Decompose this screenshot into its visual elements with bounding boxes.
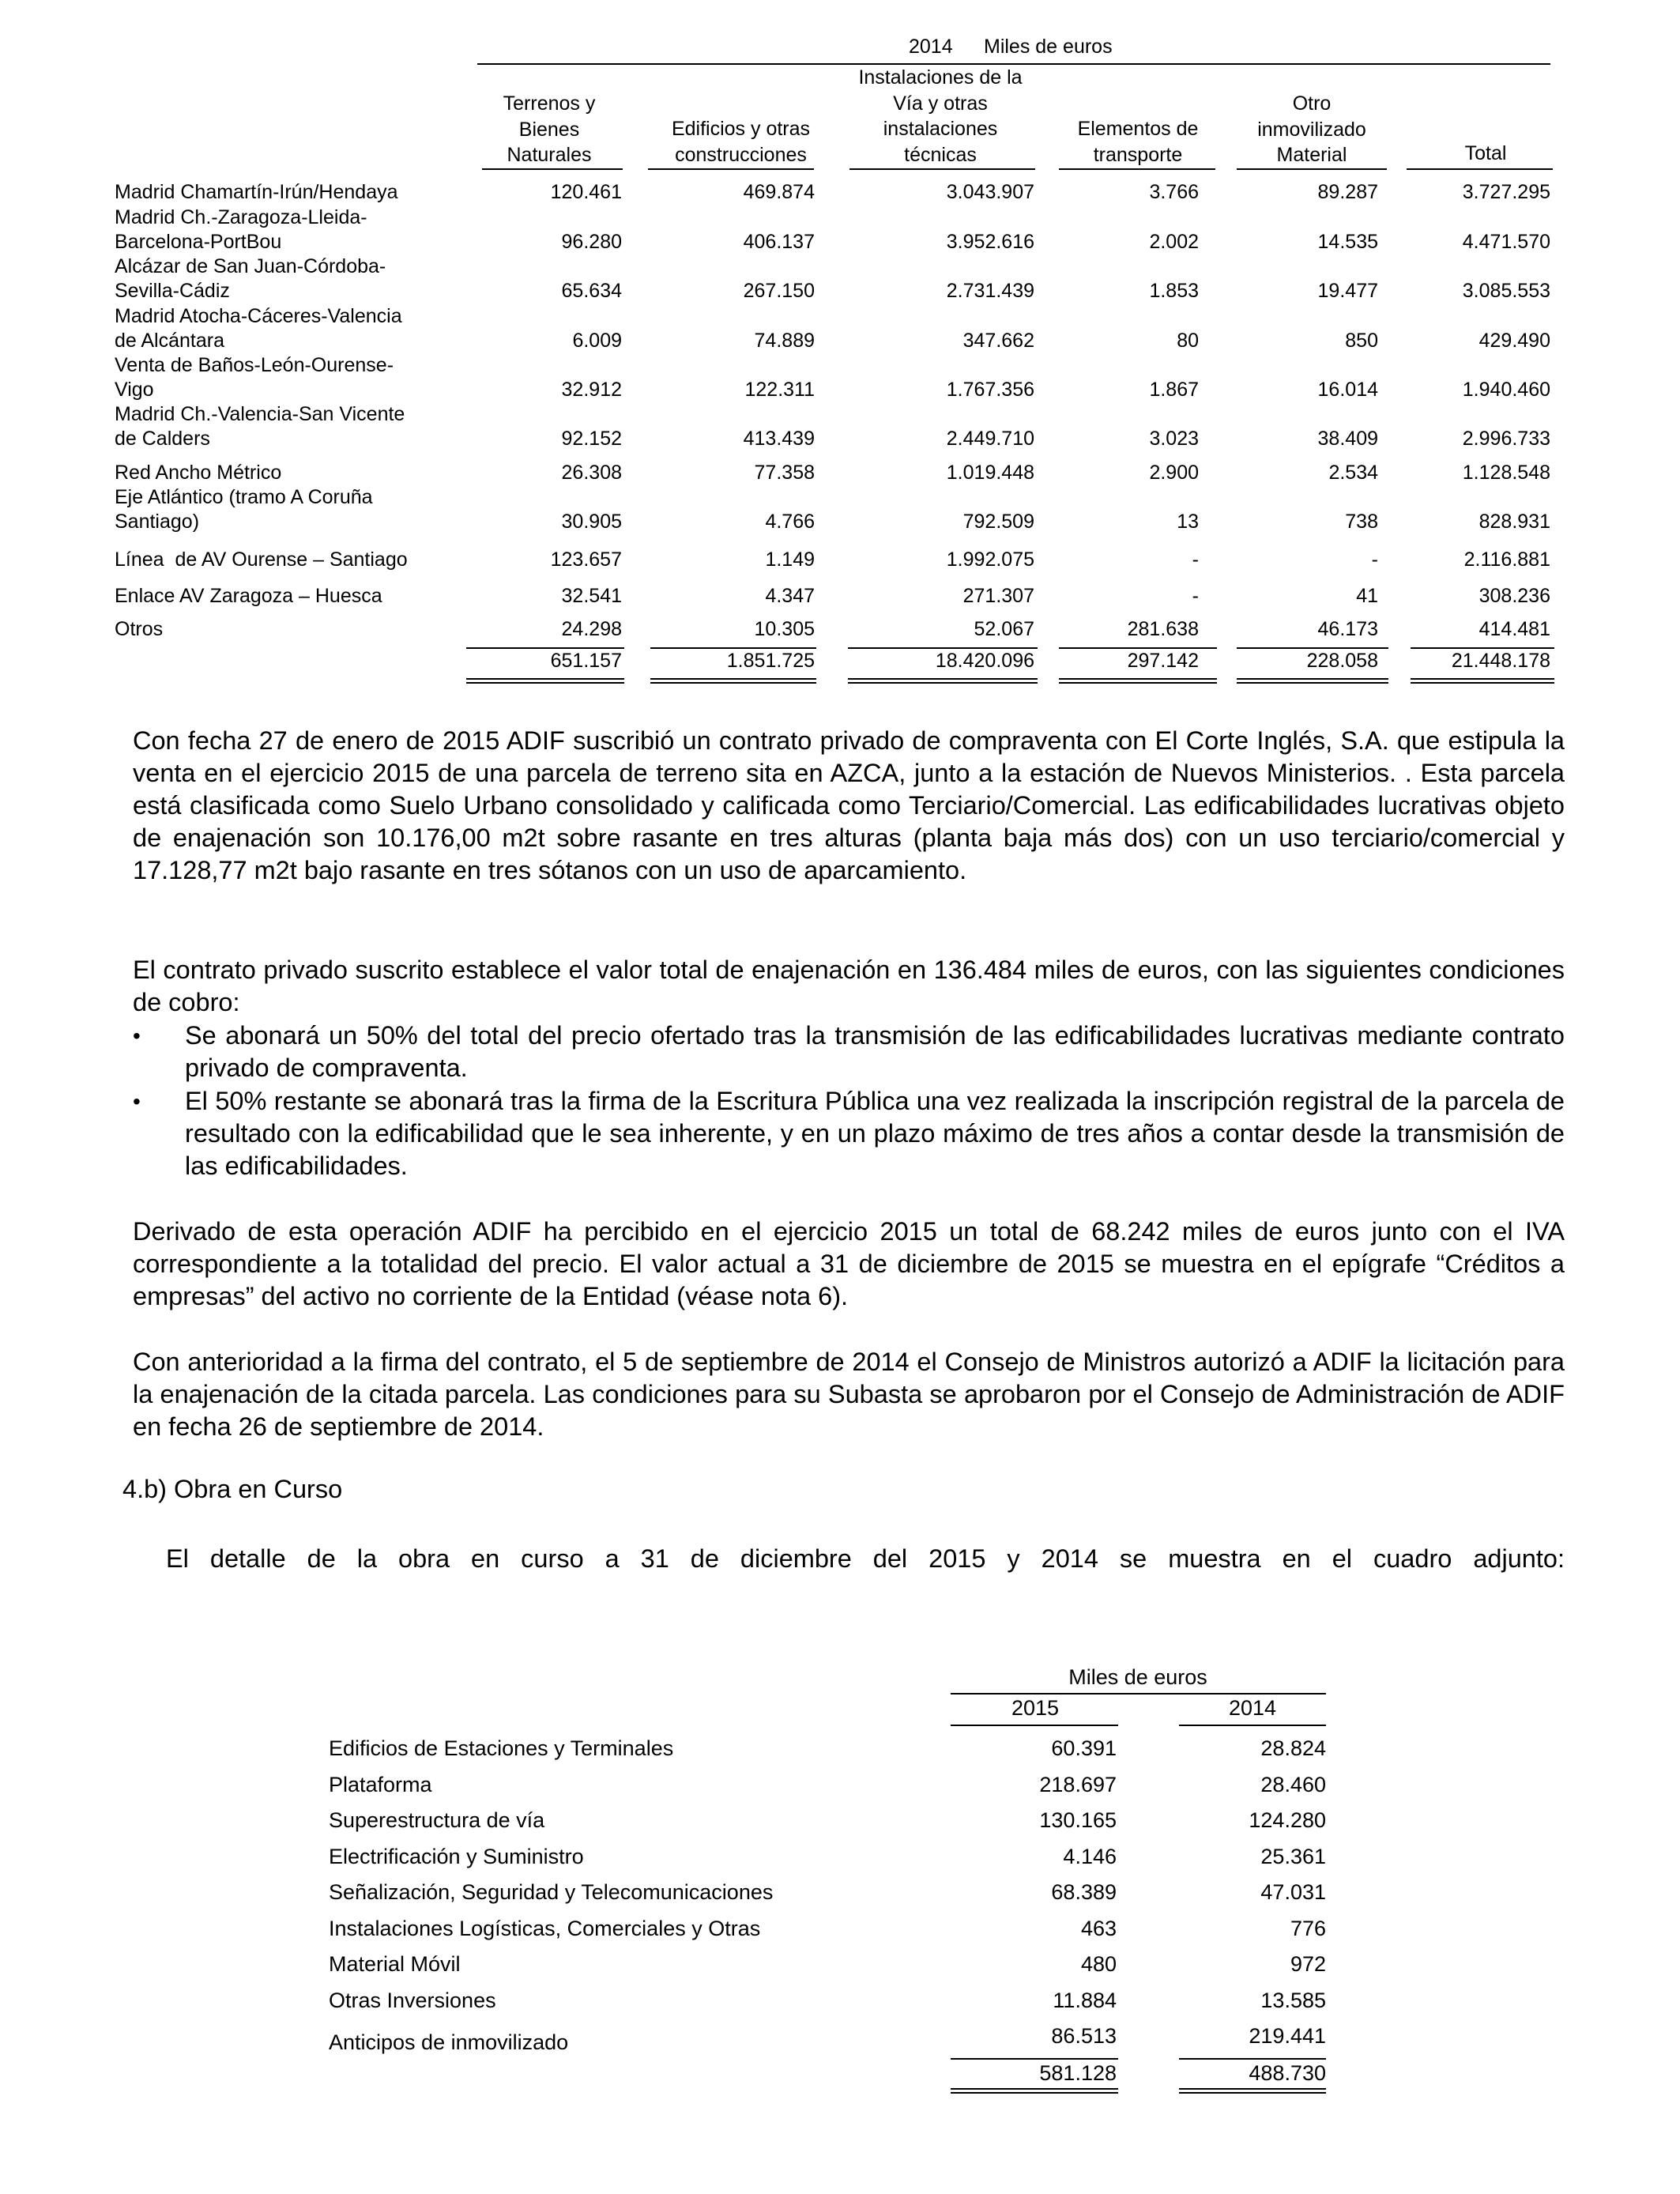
table1-cell-transporte: 1.867 [1149, 379, 1199, 401]
col-header-terrenos: Terrenos y Bienes Naturales [503, 92, 596, 166]
table1-cell-transporte: - [1192, 548, 1199, 571]
table1-units-header: Miles de euros [984, 36, 1113, 58]
table1-cell-total: 3.727.295 [1462, 181, 1550, 203]
table1-cell-instalaciones: 3.043.907 [946, 181, 1034, 203]
table1-row-label: Enlace AV Zaragoza – Huesca [115, 585, 382, 607]
table1-cell-otro: 89.287 [1317, 181, 1378, 203]
table2-cell-2015: 480 [1080, 1952, 1117, 1976]
col-header-otro-inmovilizado: Otro inmovilizado Material [1257, 92, 1366, 166]
table1-row-label: Otros [115, 618, 164, 640]
table1-cell-terrenos: 65.634 [561, 280, 622, 302]
table1-cell-edificios: 413.439 [743, 428, 815, 450]
table1-total-total: 21.448.178 [1451, 650, 1550, 672]
table1-cell-otro: 14.535 [1317, 231, 1378, 253]
table1-cell-otro: 38.409 [1317, 428, 1378, 450]
table1-row-label: Madrid Ch.-Valencia-San Vicente de Calders [115, 403, 405, 450]
table1-total-terrenos: 651.157 [550, 650, 622, 672]
table1-cell-transporte: 3.766 [1149, 181, 1199, 203]
table1-cell-terrenos: 123.657 [550, 548, 622, 571]
table1-cell-instalaciones: 792.509 [962, 511, 1034, 533]
table2-double-rule [951, 2088, 1118, 2094]
table1-cell-total: 429.490 [1478, 330, 1550, 352]
table1-cell-terrenos: 32.912 [561, 379, 622, 401]
col-underline [849, 168, 1035, 170]
table1-cell-edificios: 406.137 [743, 231, 815, 253]
table2-row-label: Anticipos de inmovilizado [329, 2030, 569, 2054]
table1-row-label: Red Ancho Métrico [115, 462, 282, 484]
table1-cell-instalaciones: 1.992.075 [946, 548, 1034, 571]
table2-row-label: Edificios de Estaciones y Terminales [329, 1736, 674, 1760]
table1-cell-total: 2.996.733 [1462, 428, 1550, 450]
table2-cell-2014: 776 [1290, 1917, 1326, 1940]
table2-cell-2014: 47.031 [1260, 1880, 1326, 1904]
double-rule [848, 678, 1038, 684]
col-underline [482, 168, 623, 170]
bullet-text-2: El 50% restante se abonará tras la firma de la Escritura Pública una vez realizada la inscripción registral de la parcela de resultado con la edificabilidad que le sea inherente, y en un plazo máximo de tres años a contar desde la transmisión de las edificabilidades. [185, 1087, 1565, 1180]
col-header-instalaciones: Instalaciones de la Vía y otras instalaciones técnicas [858, 66, 1023, 166]
table2-cell-2014: 124.280 [1249, 1808, 1326, 1832]
table1-cell-transporte: 3.023 [1149, 428, 1199, 450]
table1-cell-otro: - [1371, 548, 1378, 571]
table1-cell-instalaciones: 271.307 [962, 585, 1034, 607]
table1-cell-instalaciones: 52.067 [974, 618, 1034, 640]
col-header-total: Total [1464, 142, 1507, 164]
table1-cell-otro: 19.477 [1317, 280, 1378, 302]
table1-cell-instalaciones: 2.449.710 [946, 428, 1034, 450]
table1-cell-otro: 2.534 [1328, 462, 1378, 484]
table1-cell-edificios: 469.874 [743, 181, 815, 203]
table1-cell-transporte: 281.638 [1127, 618, 1199, 640]
table1-row-label: Eje Atlántico (tramo A Coruña Santiago) [115, 486, 373, 533]
table1-cell-edificios: 77.358 [754, 462, 815, 484]
table1-cell-terrenos: 26.308 [561, 462, 622, 484]
table2-row-label: Superestructura de vía [329, 1808, 545, 1832]
table1-cell-transporte: 13 [1177, 511, 1199, 533]
table2-row-label: Señalización, Seguridad y Telecomunicaciones [329, 1880, 774, 1904]
table1-cell-edificios: 1.149 [765, 548, 815, 571]
table2-cell-2015: 68.389 [1051, 1880, 1117, 1904]
paragraph-payment-received: Derivado de esta operación ADIF ha percibido en el ejercicio 2015 un total de 68.242 miles de euros junto con el IVA correspondiente a la totalidad del precio. El valor actual a 31 de diciembre de 2015 se muestra en el epígrafe “Créditos a empresas” del activo no corriente de la Entidad (véase nota 6). [133, 1217, 1565, 1310]
table1-cell-total: 308.236 [1478, 585, 1550, 607]
double-rule [466, 678, 624, 684]
table2-year-rule [1179, 1725, 1326, 1726]
double-rule [1059, 678, 1217, 684]
table1-year-header: 2014 [909, 36, 953, 58]
table2-row-label: Instalaciones Logísticas, Comerciales y Otras [329, 1917, 761, 1940]
table1-row-label: Venta de Baños-León-Ourense- Vigo [115, 354, 394, 401]
table1-cell-terrenos: 92.152 [561, 428, 622, 450]
table1-cell-otro: 16.014 [1317, 379, 1378, 401]
section-heading-obra-en-curso: 4.b) Obra en Curso [122, 1475, 343, 1503]
table1-cell-otro: 41 [1356, 585, 1378, 607]
table1-cell-otro: 46.173 [1317, 618, 1378, 640]
table2-cell-2015: 130.165 [1039, 1808, 1117, 1832]
table1-cell-terrenos: 96.280 [561, 231, 622, 253]
table1-cell-instalaciones: 347.662 [962, 330, 1034, 352]
table2-year-2014: 2014 [1228, 1696, 1277, 1720]
table1-cell-edificios: 122.311 [744, 379, 815, 401]
col-underline [1237, 168, 1387, 170]
table1-cell-otro: 738 [1345, 511, 1378, 533]
table1-row-label: Madrid Chamartín-Irún/Hendaya [115, 181, 398, 203]
table2-double-rule [1179, 2088, 1326, 2094]
double-rule [1411, 678, 1554, 684]
table1-row-label: Madrid Atocha-Cáceres-Valencia de Alcántara [115, 305, 402, 352]
table2-units-header: Miles de euros [1068, 1665, 1207, 1689]
double-rule [1237, 678, 1388, 684]
table1-cell-transporte: - [1192, 585, 1199, 607]
table2-cell-2015: 218.697 [1039, 1773, 1117, 1796]
table1-cell-terrenos: 6.009 [572, 330, 622, 352]
paragraph-obra-en-curso-intro: El detalle de la obra en curso a 31 de diciembre del 2015 y 2014 se muestra en el cuadro adjunto: [166, 1544, 1565, 1573]
table1-cell-terrenos: 120.461 [550, 181, 622, 203]
table1-cell-transporte: 2.900 [1149, 462, 1199, 484]
table2-cell-2015: 11.884 [1053, 1989, 1117, 2012]
table1-total-otro: 228.058 [1306, 650, 1378, 672]
col-header-transporte: Elementos de transporte [1077, 118, 1199, 166]
table1-cell-edificios: 74.889 [754, 330, 815, 352]
table1-cell-edificios: 4.347 [765, 585, 815, 607]
table1-cell-instalaciones: 1.019.448 [946, 462, 1034, 484]
table1-cell-transporte: 80 [1177, 330, 1199, 352]
table2-year-2015: 2015 [1011, 1696, 1060, 1720]
table1-row-label: Alcázar de San Juan-Córdoba- Sevilla-Cádiz [115, 255, 386, 302]
table2-row-label: Material Móvil [329, 1952, 461, 1976]
obra-en-curso-table [0, 1660, 1680, 2134]
table1-cell-total: 414.481 [1478, 618, 1550, 640]
table2-year-rule [951, 1725, 1118, 1726]
table1-cell-total: 2.116.881 [1463, 548, 1550, 571]
table1-cell-edificios: 4.766 [765, 511, 815, 533]
col-underline [1407, 168, 1553, 170]
table1-cell-edificios: 10.305 [754, 618, 815, 640]
table2-cell-2014: 25.361 [1260, 1845, 1326, 1868]
table2-cell-2014: 28.460 [1260, 1773, 1326, 1796]
table1-cell-total: 828.931 [1478, 511, 1550, 533]
col-header-edificios: Edificios y otras construcciones [671, 118, 811, 166]
double-rule [650, 678, 816, 684]
table2-total-2014: 488.730 [1249, 2061, 1326, 2085]
table2-row-label: Otras Inversiones [329, 1989, 496, 2012]
table2-cell-2014: 972 [1290, 1952, 1326, 1976]
table1-cell-total: 4.471.570 [1462, 231, 1550, 253]
table1-total-transporte: 297.142 [1127, 650, 1199, 672]
table1-cell-edificios: 267.150 [743, 280, 815, 302]
table1-row-label: Línea de AV Ourense – Santiago [115, 548, 408, 571]
table2-cell-2014: 219.441 [1249, 2024, 1326, 2048]
bullet-symbol: • [133, 1089, 141, 1114]
table1-cell-terrenos: 24.298 [561, 618, 622, 640]
table1-cell-instalaciones: 3.952.616 [946, 231, 1034, 253]
table1-cell-transporte: 1.853 [1149, 280, 1199, 302]
paragraph-sale-contract: Con fecha 27 de enero de 2015 ADIF suscribió un contrato privado de compraventa con El Corte Inglés, S.A. que estipula la venta en el ejercicio 2015 de una parcela de terreno sita en AZCA, junto a la estación de Nuevos Ministerios. . Esta parcela está clasificada como Suelo Urbano consolidado y calificada como Terciario/Comercial. Las edificabilidades lucrativas objeto de enajenación son 10.176,00 m2t sobre rasante en tres alturas (planta baja más dos) con un uso terciario/comercial y 17.128,77 m2t bajo rasante en tres sótanos con un uso de aparcamiento. [133, 726, 1565, 884]
bullet-symbol: • [133, 1023, 141, 1048]
table2-cell-2014: 28.824 [1260, 1736, 1326, 1760]
table2-cell-2015: 86.513 [1051, 2024, 1117, 2048]
fixed-assets-table-2014 [0, 0, 1680, 696]
table2-cell-2015: 4.146 [1063, 1845, 1117, 1868]
table1-cell-terrenos: 30.905 [561, 511, 622, 533]
table2-row-label: Plataforma [329, 1773, 432, 1796]
table2-total-2015: 581.128 [1039, 2061, 1117, 2085]
table1-cell-total: 1.128.548 [1462, 462, 1550, 484]
table1-cell-total: 1.940.460 [1462, 379, 1550, 401]
paragraph-sale-value: El contrato privado suscrito establece el valor total de enajenación en 136.484 miles de euros, con las siguientes condiciones de cobro: [133, 956, 1565, 1016]
table1-cell-transporte: 2.002 [1149, 231, 1199, 253]
table2-cell-2014: 13.585 [1260, 1989, 1326, 2012]
bullet-text-1: Se abonará un 50% del total del precio ofertado tras la transmisión de las edificabilidades lucrativas mediante contrato privado de compraventa. [185, 1021, 1565, 1082]
table1-cell-otro: 850 [1345, 330, 1378, 352]
table1-cell-total: 3.085.553 [1462, 280, 1550, 302]
table2-cell-2015: 60.391 [1051, 1736, 1117, 1760]
col-underline [648, 168, 814, 170]
table1-cell-instalaciones: 2.731.439 [946, 280, 1034, 302]
table1-row-label: Madrid Ch.-Zaragoza-Lleida- Barcelona-PortBou [115, 206, 367, 253]
table1-total-instalaciones: 18.420.096 [935, 650, 1034, 672]
paragraph-prior-authorization: Con anterioridad a la firma del contrato, el 5 de septiembre de 2014 el Consejo de Ministros autorizó a ADIF la licitación para la enajenación de la citada parcela. Las condiciones para su Subasta se aprobaron por el Consejo de Administración de ADIF en fecha 26 de septiembre de 2014. [133, 1348, 1565, 1441]
table2-row-label: Electrificación y Suministro [329, 1845, 584, 1868]
table2-cell-2015: 463 [1080, 1917, 1117, 1940]
table1-total-edificios: 1.851.725 [726, 650, 815, 672]
col-underline [1059, 168, 1215, 170]
table1-cell-terrenos: 32.541 [561, 585, 622, 607]
table1-cell-instalaciones: 1.767.356 [946, 379, 1034, 401]
